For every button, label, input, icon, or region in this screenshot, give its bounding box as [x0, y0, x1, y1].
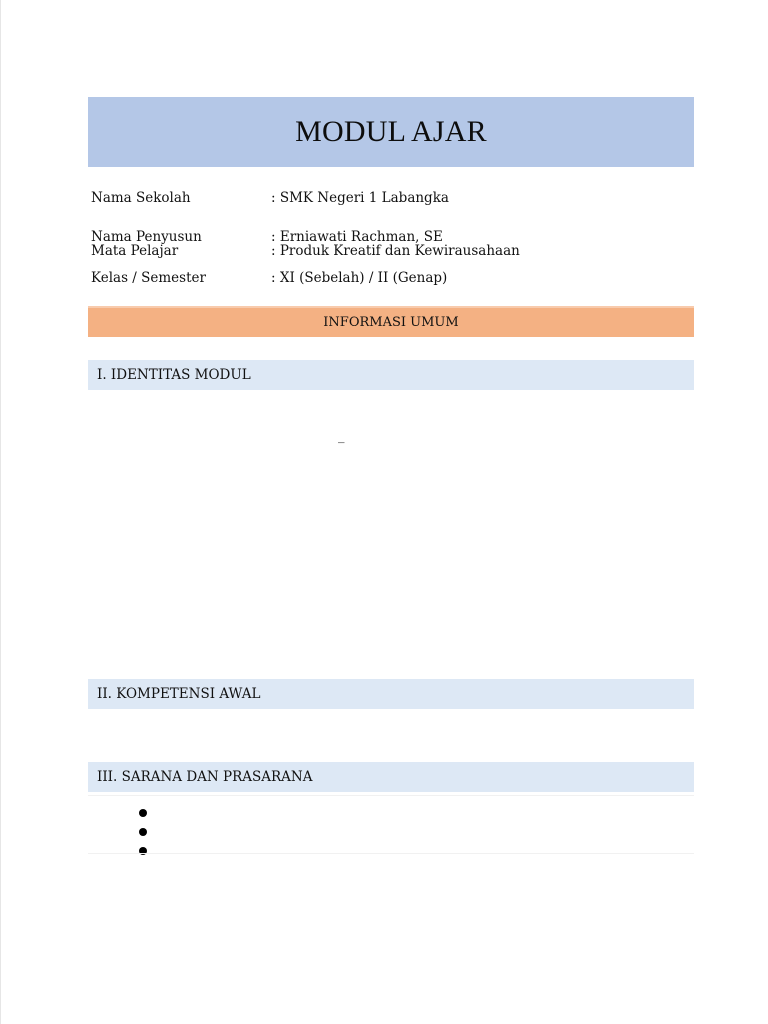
page-edge	[0, 0, 1, 1024]
section-heading: II. KOMPETENSI AWAL	[97, 686, 261, 702]
section-heading: III. SARANA DAN PRASARANA	[97, 769, 313, 785]
info-value: : XI (Sebelah) / II (Genap)	[271, 270, 448, 286]
divider	[88, 795, 694, 796]
section-kompetensi	[88, 679, 694, 709]
list-item	[139, 809, 147, 817]
info-value: : Produk Kreatif dan Kewirausahaan	[271, 243, 520, 259]
identitas-placeholder: _	[338, 429, 345, 444]
divider	[88, 853, 694, 854]
info-label: Nama Sekolah	[91, 190, 191, 206]
list-item	[139, 828, 147, 836]
info-label: Mata Pelajar	[91, 243, 179, 259]
section-heading: I. IDENTITAS MODUL	[97, 367, 251, 383]
info-value: : Erniawati Rachman, SE	[271, 229, 443, 245]
info-value: : SMK Negeri 1 Labangka	[271, 190, 449, 206]
info-label: Nama Penyusun	[91, 229, 202, 245]
informasi-umum-heading: INFORMASI UMUM	[323, 315, 459, 330]
info-label: Kelas / Semester	[91, 270, 206, 286]
title-bar	[88, 97, 694, 167]
informasi-umum-band	[88, 306, 694, 337]
document-title: MODUL AJAR	[295, 115, 487, 148]
sarana-list	[139, 802, 147, 866]
section-identitas	[88, 360, 694, 390]
section-sarana	[88, 762, 694, 792]
